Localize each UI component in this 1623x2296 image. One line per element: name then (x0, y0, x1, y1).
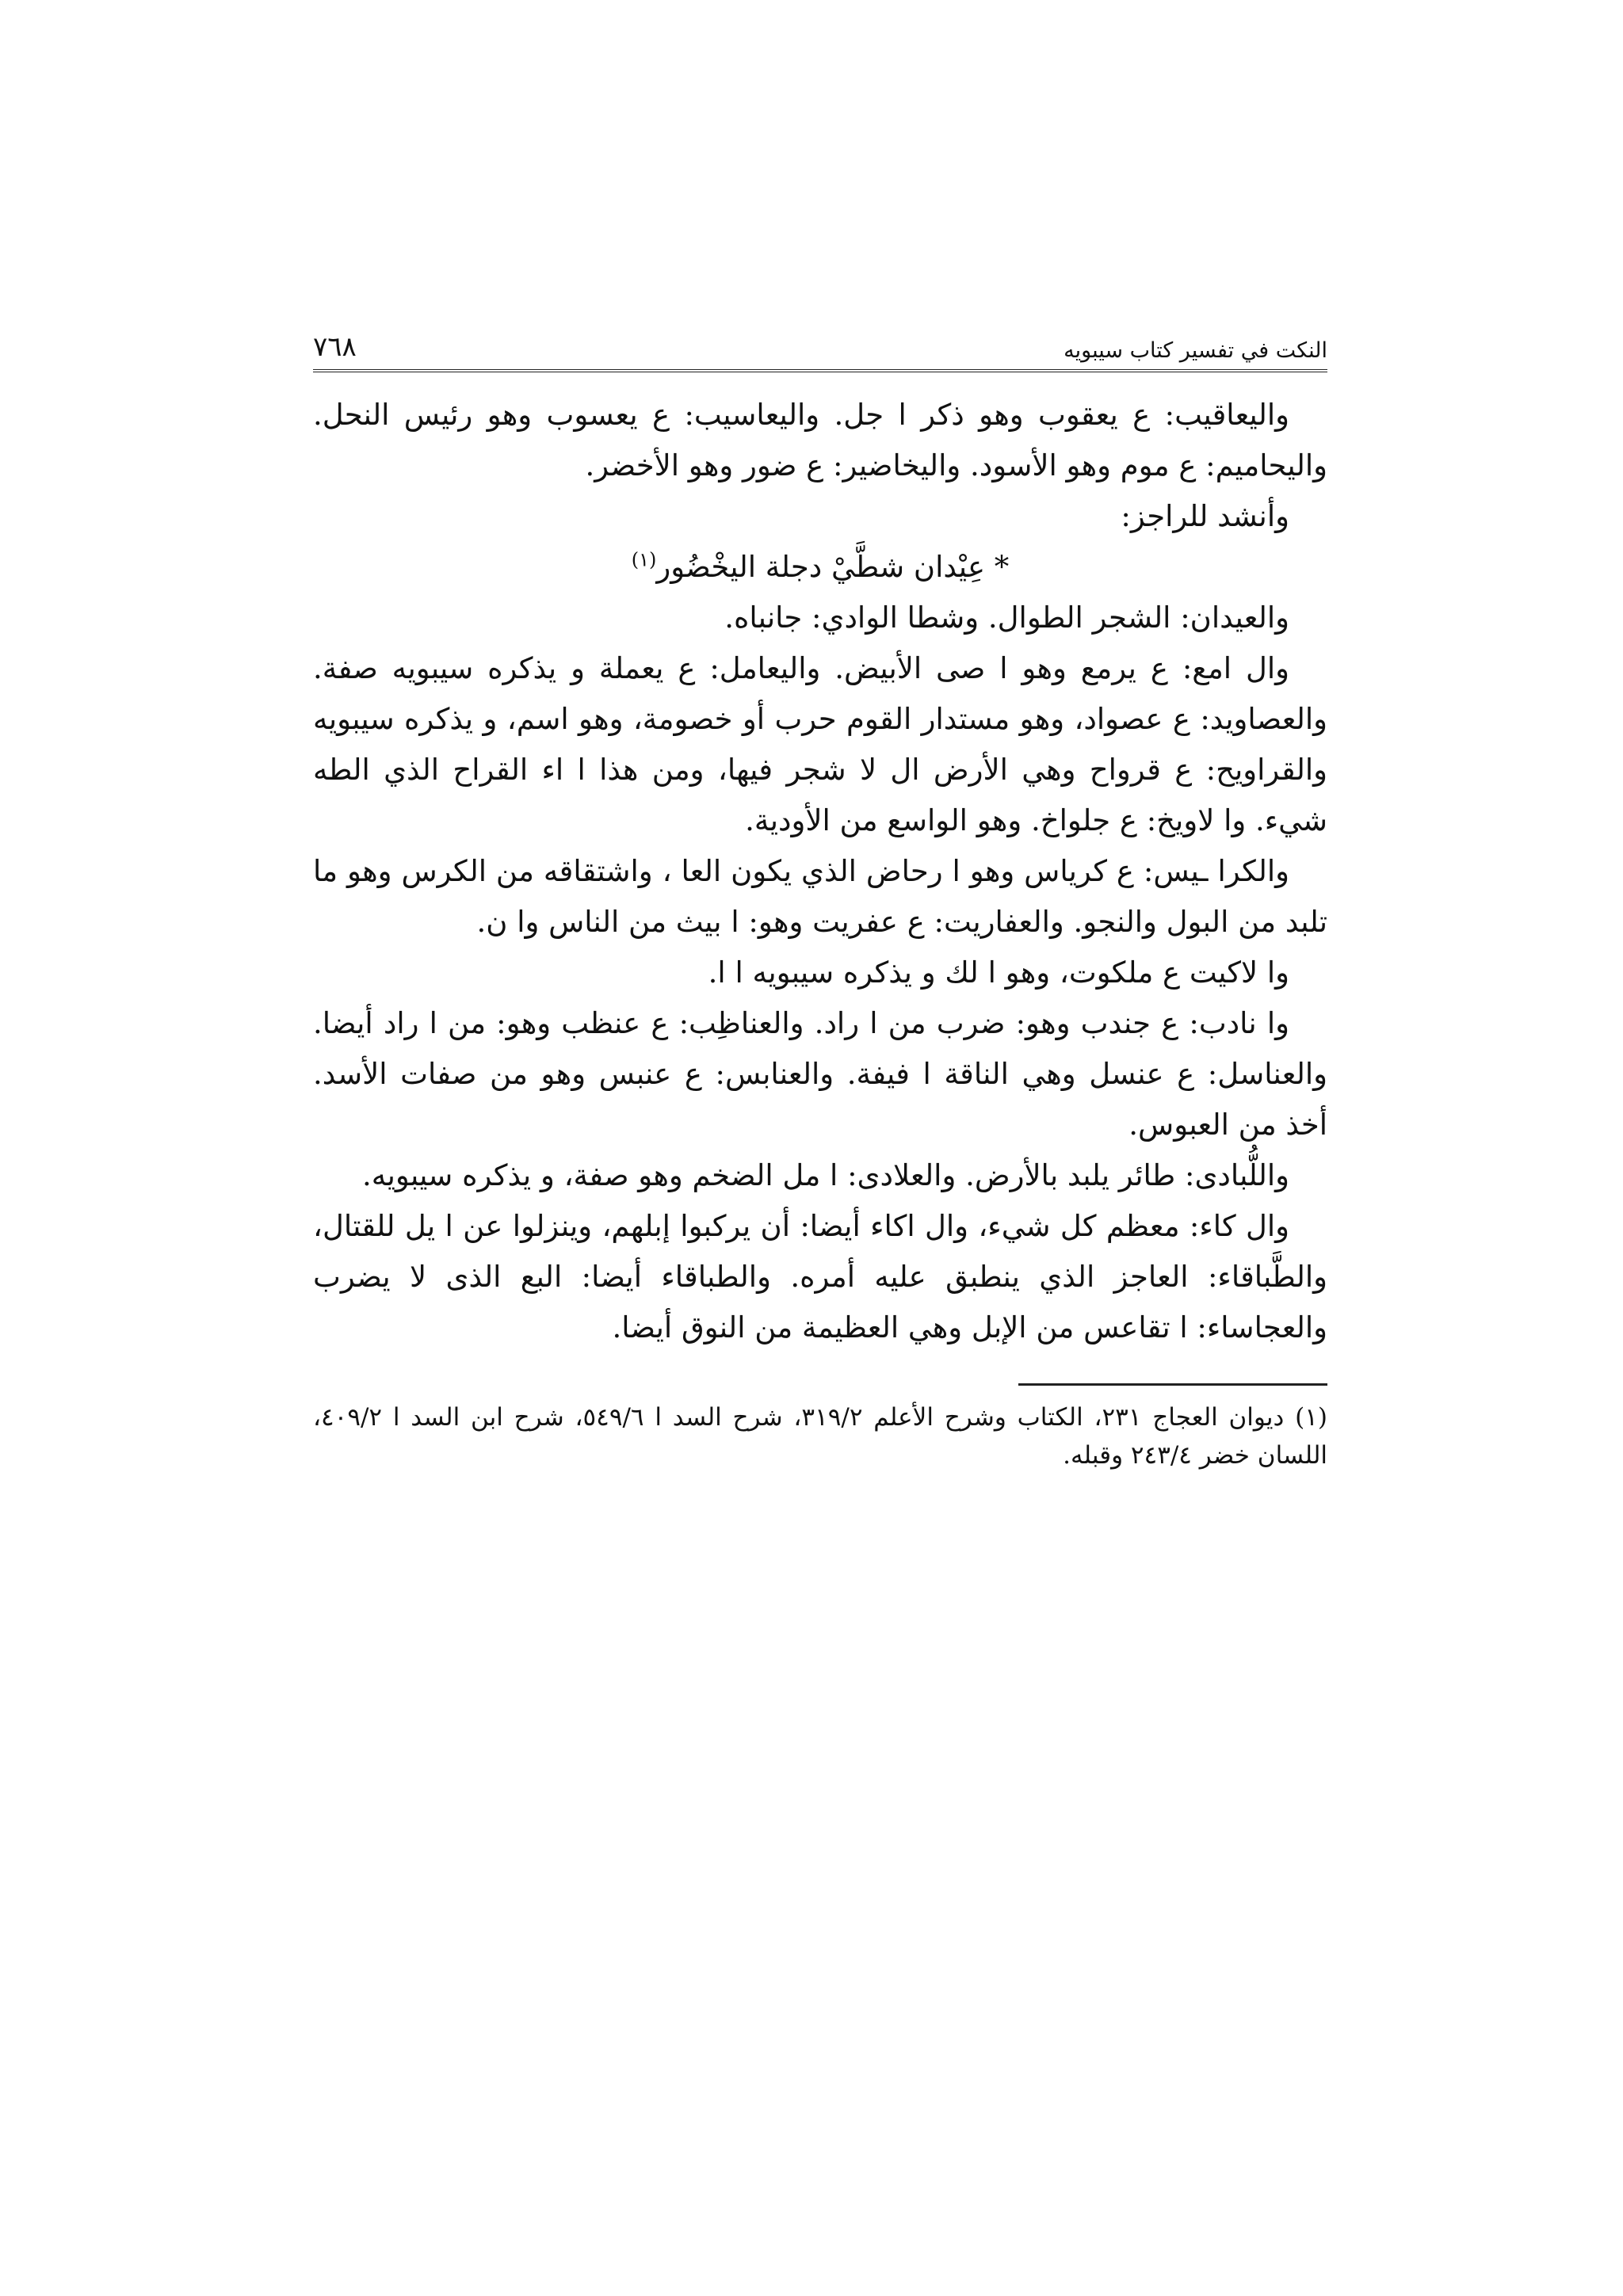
paragraph: والعيدان: الشجر الطوال. وشطا الوادي: جانباه. (724, 601, 1289, 635)
book-title: النكت في تفسير كتاب سيبويه (1064, 338, 1327, 363)
document-page (313, 317, 1327, 1981)
paragraph: وال كاء: معظم كل شيء، وال اكاء أيضا: أن يركبوا إبلهم، وينزلوا عن ا يل للقتال، والطَّباقاء: العاجز الذي ينطبق عليه أمره. والطباقاء أيضا: البع الذى لا يضرب والعجاساء: ا تقاعس من الإبل وهي العظيمة من النوق أيضا. (313, 1209, 1327, 1344)
paragraph: والكرا ـيس: ع كرياس وهو ا رحاض الذي يكون العا ، واشتقاقه من الكرس وهو ما تلبد من البول والنجو. والعفاريت: ع عفريت وهو: ا بيث من الناس وا ن. (313, 854, 1327, 939)
verse-intro: وأنشد للراجز: (1121, 499, 1289, 533)
paragraph: واللُّبادى: طائر يلبد بالأرض. والعلادى: ا مل الضخم وهو صفة، و يذكره سيبويه. (361, 1158, 1289, 1192)
footnote-marker: (١) (631, 548, 657, 571)
main-text (313, 390, 1327, 1353)
paragraph: وال امع: ع يرمع وهو ا صى الأبيض. واليعامل: ع يعملة و يذكره سيبويه صفة. والعصاويد: ع عصواد، وهو مستدار القوم حرب أو خصومة، وهو اسم، و يذكره سيبويه والقراويح: ع قرواح وهي الأرض ال لا شجر فيها، ومن هذا ا اء القراح الذي الطه شيء. وا لاويخ: ع جلواخ. وهو الواسع من الأودية. (313, 651, 1327, 837)
verse-text: * عِيْدان شطَّيْ دجلة اليخْضُور (656, 550, 1010, 584)
paragraph: واليعاقيب: ع يعقوب وهو ذكر ا جل. واليعاسيب: ع يعسوب وهو رئيس النحل. واليحاميم: ع موم وهو الأسود. واليخاضير: ع ضور وهو الأخضر. (313, 398, 1327, 482)
page-number: ٧٦٨ (313, 331, 357, 363)
paragraph: وا نادب: ع جندب وهو: ضرب من ا راد. والعناظِب: ع عنظب وهو: من ا راد أيضا. والعناسل: ع عنسل وهي الناقة ا فيفة. والعنابس: ع عنبس وهو من صفات الأسد. أخذ من العبوس. (313, 1006, 1327, 1142)
footnote: (١) ديوان العجاج ٢٣١، الكتاب وشرح الأعلم ٣١٩/٢، شرح السد ا ٥٤٩/٦، شرح ابن السد ا ٤٠٩/٢، اللسان خضر ٢٤٣/٤ وقبله. (313, 1403, 1328, 1470)
verse-line (313, 542, 1327, 593)
footnotes (313, 1398, 1327, 1474)
footnote-divider (1018, 1383, 1327, 1386)
running-header (313, 317, 1327, 372)
paragraph: وا لاكيت ع ملكوت، وهو ا لك و يذكره سيبويه ا ا. (708, 955, 1289, 990)
